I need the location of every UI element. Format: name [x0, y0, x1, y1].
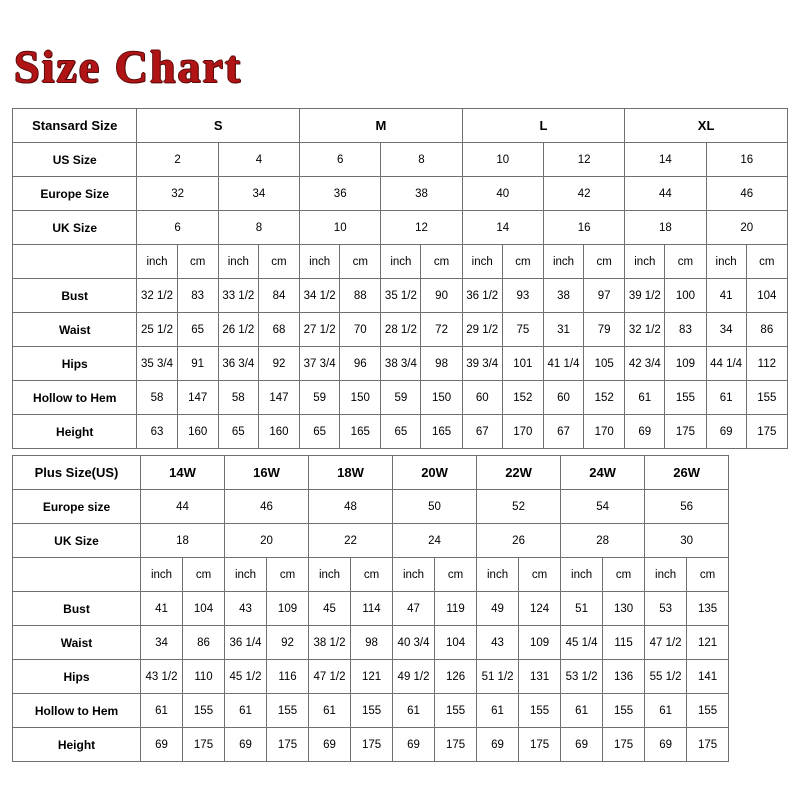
table-row [13, 279, 788, 313]
table-row [13, 592, 729, 626]
cell: 175 [351, 728, 393, 762]
cell: 43 [477, 626, 519, 660]
row-label-height: Height [13, 415, 137, 449]
cell: 61 [645, 694, 687, 728]
unit-cell: cm [603, 558, 645, 592]
unit-cell: cm [258, 245, 299, 279]
cell: 35 3/4 [137, 347, 177, 381]
cell: 10 [462, 143, 543, 177]
units-row-label [13, 245, 137, 279]
unit-cell: cm [519, 558, 561, 592]
cell: 20 [225, 524, 309, 558]
row-label-waist: Waist [13, 313, 137, 347]
cell: 155 [603, 694, 645, 728]
cell: 93 [502, 279, 543, 313]
cell: 12 [543, 143, 624, 177]
table-row [13, 728, 729, 762]
cell: 126 [435, 660, 477, 694]
table-row [13, 381, 788, 415]
cell: 70 [340, 313, 381, 347]
cell: 116 [267, 660, 309, 694]
cell: 6 [137, 211, 218, 245]
cell: 155 [351, 694, 393, 728]
cell: 130 [603, 592, 645, 626]
cell: 90 [421, 279, 462, 313]
cell: 69 [393, 728, 435, 762]
cell: 121 [351, 660, 393, 694]
cell: 16 [706, 143, 787, 177]
cell: 61 [561, 694, 603, 728]
cell: 47 1/2 [309, 660, 351, 694]
row-label-waist: Waist [13, 626, 141, 660]
cell: 47 1/2 [645, 626, 687, 660]
cell: 152 [502, 381, 543, 415]
cell: 53 1/2 [561, 660, 603, 694]
unit-cell: inch [300, 245, 340, 279]
cell: 49 1/2 [393, 660, 435, 694]
unit-cell: cm [502, 245, 543, 279]
unit-cell: inch [645, 558, 687, 592]
cell: 54 [561, 490, 645, 524]
unit-cell: cm [177, 245, 218, 279]
cell: 36 1/2 [462, 279, 502, 313]
cell: 51 [561, 592, 603, 626]
unit-cell: inch [141, 558, 183, 592]
plus-size-16w: 16W [225, 456, 309, 490]
unit-cell: inch [706, 245, 746, 279]
cell: 58 [218, 381, 258, 415]
standard-size-table [12, 108, 788, 449]
cell: 45 [309, 592, 351, 626]
table-row [13, 524, 729, 558]
cell: 40 3/4 [393, 626, 435, 660]
cell: 24 [393, 524, 477, 558]
cell: 170 [502, 415, 543, 449]
unit-cell: inch [218, 245, 258, 279]
cell: 175 [519, 728, 561, 762]
cell: 175 [746, 415, 787, 449]
cell: 69 [625, 415, 665, 449]
cell: 52 [477, 490, 561, 524]
cell: 34 [218, 177, 299, 211]
table-row-header [13, 109, 788, 143]
unit-cell: cm [183, 558, 225, 592]
cell: 65 [300, 415, 340, 449]
cell: 27 1/2 [300, 313, 340, 347]
row-label-height: Height [13, 728, 141, 762]
cell: 83 [665, 313, 706, 347]
table-row [13, 313, 788, 347]
row-label-hips: Hips [13, 347, 137, 381]
cell: 38 [543, 279, 583, 313]
cell: 4 [218, 143, 299, 177]
cell: 36 1/4 [225, 626, 267, 660]
unit-cell: inch [393, 558, 435, 592]
cell: 109 [519, 626, 561, 660]
unit-cell: cm [340, 245, 381, 279]
cell: 61 [309, 694, 351, 728]
cell: 43 [225, 592, 267, 626]
unit-cell: inch [225, 558, 267, 592]
cell: 18 [625, 211, 706, 245]
row-label-uk-size: UK Size [13, 524, 141, 558]
cell: 45 1/2 [225, 660, 267, 694]
row-label-hips: Hips [13, 660, 141, 694]
unit-cell: cm [687, 558, 729, 592]
unit-cell: cm [746, 245, 787, 279]
cell: 98 [351, 626, 393, 660]
cell: 38 1/2 [309, 626, 351, 660]
plus-size-14w: 14W [141, 456, 225, 490]
standard-corner-label: Stansard Size [13, 109, 137, 143]
cell: 155 [746, 381, 787, 415]
cell: 53 [645, 592, 687, 626]
cell: 150 [340, 381, 381, 415]
cell: 69 [477, 728, 519, 762]
cell: 6 [300, 143, 381, 177]
unit-cell: inch [309, 558, 351, 592]
cell: 75 [502, 313, 543, 347]
cell: 152 [584, 381, 625, 415]
cell: 49 [477, 592, 519, 626]
cell: 104 [746, 279, 787, 313]
page-title: Size Chart [14, 41, 243, 92]
cell: 69 [561, 728, 603, 762]
cell: 40 [462, 177, 543, 211]
cell: 51 1/2 [477, 660, 519, 694]
cell: 14 [462, 211, 543, 245]
row-label-europe-size: Europe Size [13, 177, 137, 211]
table-row [13, 347, 788, 381]
cell: 104 [435, 626, 477, 660]
plus-size-24w: 24W [561, 456, 645, 490]
unit-cell: cm [665, 245, 706, 279]
cell: 48 [309, 490, 393, 524]
cell: 50 [393, 490, 477, 524]
table-row-header [13, 456, 729, 490]
unit-cell: cm [351, 558, 393, 592]
cell: 46 [225, 490, 309, 524]
cell: 41 [141, 592, 183, 626]
cell: 32 1/2 [625, 313, 665, 347]
plus-size-table [12, 455, 729, 762]
cell: 10 [300, 211, 381, 245]
cell: 61 [393, 694, 435, 728]
cell: 63 [137, 415, 177, 449]
cell: 56 [645, 490, 729, 524]
cell: 2 [137, 143, 218, 177]
cell: 67 [462, 415, 502, 449]
table-row [13, 177, 788, 211]
table-row-units [13, 245, 788, 279]
table-row [13, 143, 788, 177]
cell: 69 [706, 415, 746, 449]
unit-cell: inch [137, 245, 177, 279]
cell: 32 [137, 177, 218, 211]
cell: 175 [267, 728, 309, 762]
cell: 65 [218, 415, 258, 449]
plus-corner-label: Plus Size(US) [13, 456, 141, 490]
cell: 16 [543, 211, 624, 245]
cell: 45 1/4 [561, 626, 603, 660]
cell: 58 [137, 381, 177, 415]
cell: 35 1/2 [381, 279, 421, 313]
cell: 59 [300, 381, 340, 415]
cell: 44 [625, 177, 706, 211]
cell: 155 [687, 694, 729, 728]
size-group-m: M [300, 109, 463, 143]
cell: 135 [687, 592, 729, 626]
plus-size-26w: 26W [645, 456, 729, 490]
row-label-hollow-to-hem: Hollow to Hem [13, 381, 137, 415]
cell: 141 [687, 660, 729, 694]
cell: 110 [183, 660, 225, 694]
plus-size-22w: 22W [477, 456, 561, 490]
cell: 20 [706, 211, 787, 245]
table-row-units [13, 558, 729, 592]
cell: 175 [435, 728, 477, 762]
cell: 61 [706, 381, 746, 415]
cell: 83 [177, 279, 218, 313]
cell: 65 [177, 313, 218, 347]
cell: 41 1/4 [543, 347, 583, 381]
cell: 55 1/2 [645, 660, 687, 694]
unit-cell: inch [477, 558, 519, 592]
plus-size-18w: 18W [309, 456, 393, 490]
cell: 155 [435, 694, 477, 728]
cell: 67 [543, 415, 583, 449]
cell: 47 [393, 592, 435, 626]
cell: 97 [584, 279, 625, 313]
units-row-label [13, 558, 141, 592]
cell: 33 1/2 [218, 279, 258, 313]
cell: 155 [519, 694, 561, 728]
cell: 46 [706, 177, 787, 211]
cell: 155 [267, 694, 309, 728]
cell: 121 [687, 626, 729, 660]
cell: 65 [381, 415, 421, 449]
cell: 91 [177, 347, 218, 381]
row-label-us-size: US Size [13, 143, 137, 177]
cell: 61 [477, 694, 519, 728]
cell: 88 [340, 279, 381, 313]
cell: 34 1/2 [300, 279, 340, 313]
cell: 37 3/4 [300, 347, 340, 381]
cell: 165 [340, 415, 381, 449]
cell: 39 3/4 [462, 347, 502, 381]
table-row [13, 626, 729, 660]
cell: 109 [665, 347, 706, 381]
cell: 124 [519, 592, 561, 626]
unit-cell: inch [543, 245, 583, 279]
size-group-l: L [462, 109, 625, 143]
cell: 104 [183, 592, 225, 626]
cell: 25 1/2 [137, 313, 177, 347]
cell: 86 [746, 313, 787, 347]
cell: 28 1/2 [381, 313, 421, 347]
cell: 32 1/2 [137, 279, 177, 313]
cell: 38 [381, 177, 462, 211]
cell: 28 [561, 524, 645, 558]
cell: 79 [584, 313, 625, 347]
cell: 68 [258, 313, 299, 347]
cell: 98 [421, 347, 462, 381]
plus-size-20w: 20W [393, 456, 477, 490]
cell: 114 [351, 592, 393, 626]
cell: 61 [141, 694, 183, 728]
cell: 175 [603, 728, 645, 762]
cell: 42 [543, 177, 624, 211]
cell: 155 [665, 381, 706, 415]
unit-cell: cm [584, 245, 625, 279]
cell: 34 [706, 313, 746, 347]
cell: 44 [141, 490, 225, 524]
cell: 155 [183, 694, 225, 728]
cell: 44 1/4 [706, 347, 746, 381]
cell: 26 [477, 524, 561, 558]
cell: 18 [141, 524, 225, 558]
cell: 36 3/4 [218, 347, 258, 381]
cell: 101 [502, 347, 543, 381]
cell: 12 [381, 211, 462, 245]
cell: 26 1/2 [218, 313, 258, 347]
table-row [13, 694, 729, 728]
row-label-uk-size: UK Size [13, 211, 137, 245]
cell: 38 3/4 [381, 347, 421, 381]
cell: 30 [645, 524, 729, 558]
cell: 147 [177, 381, 218, 415]
size-group-xl: XL [625, 109, 788, 143]
cell: 175 [687, 728, 729, 762]
cell: 160 [258, 415, 299, 449]
cell: 34 [141, 626, 183, 660]
cell: 61 [225, 694, 267, 728]
cell: 14 [625, 143, 706, 177]
row-label-hollow-to-hem: Hollow to Hem [13, 694, 141, 728]
cell: 41 [706, 279, 746, 313]
cell: 84 [258, 279, 299, 313]
cell: 59 [381, 381, 421, 415]
cell: 165 [421, 415, 462, 449]
cell: 8 [381, 143, 462, 177]
unit-cell: inch [381, 245, 421, 279]
row-label-europe-size: Europe size [13, 490, 141, 524]
cell: 112 [746, 347, 787, 381]
cell: 86 [183, 626, 225, 660]
cell: 69 [141, 728, 183, 762]
cell: 60 [462, 381, 502, 415]
table-row [13, 660, 729, 694]
cell: 61 [625, 381, 665, 415]
cell: 100 [665, 279, 706, 313]
cell: 69 [645, 728, 687, 762]
cell: 92 [258, 347, 299, 381]
cell: 105 [584, 347, 625, 381]
cell: 170 [584, 415, 625, 449]
unit-cell: cm [435, 558, 477, 592]
unit-cell: cm [421, 245, 462, 279]
cell: 150 [421, 381, 462, 415]
cell: 92 [267, 626, 309, 660]
table-row [13, 211, 788, 245]
cell: 160 [177, 415, 218, 449]
cell: 22 [309, 524, 393, 558]
cell: 96 [340, 347, 381, 381]
cell: 115 [603, 626, 645, 660]
cell: 147 [258, 381, 299, 415]
row-label-bust: Bust [13, 279, 137, 313]
unit-cell: cm [267, 558, 309, 592]
cell: 60 [543, 381, 583, 415]
cell: 109 [267, 592, 309, 626]
table-row [13, 415, 788, 449]
unit-cell: inch [625, 245, 665, 279]
cell: 72 [421, 313, 462, 347]
row-label-bust: Bust [13, 592, 141, 626]
cell: 119 [435, 592, 477, 626]
cell: 36 [300, 177, 381, 211]
cell: 29 1/2 [462, 313, 502, 347]
size-group-s: S [137, 109, 300, 143]
unit-cell: inch [462, 245, 502, 279]
cell: 8 [218, 211, 299, 245]
cell: 175 [183, 728, 225, 762]
table-row [13, 490, 729, 524]
cell: 39 1/2 [625, 279, 665, 313]
cell: 175 [665, 415, 706, 449]
cell: 136 [603, 660, 645, 694]
cell: 69 [225, 728, 267, 762]
cell: 42 3/4 [625, 347, 665, 381]
cell: 43 1/2 [141, 660, 183, 694]
cell: 31 [543, 313, 583, 347]
cell: 131 [519, 660, 561, 694]
unit-cell: inch [561, 558, 603, 592]
cell: 69 [309, 728, 351, 762]
